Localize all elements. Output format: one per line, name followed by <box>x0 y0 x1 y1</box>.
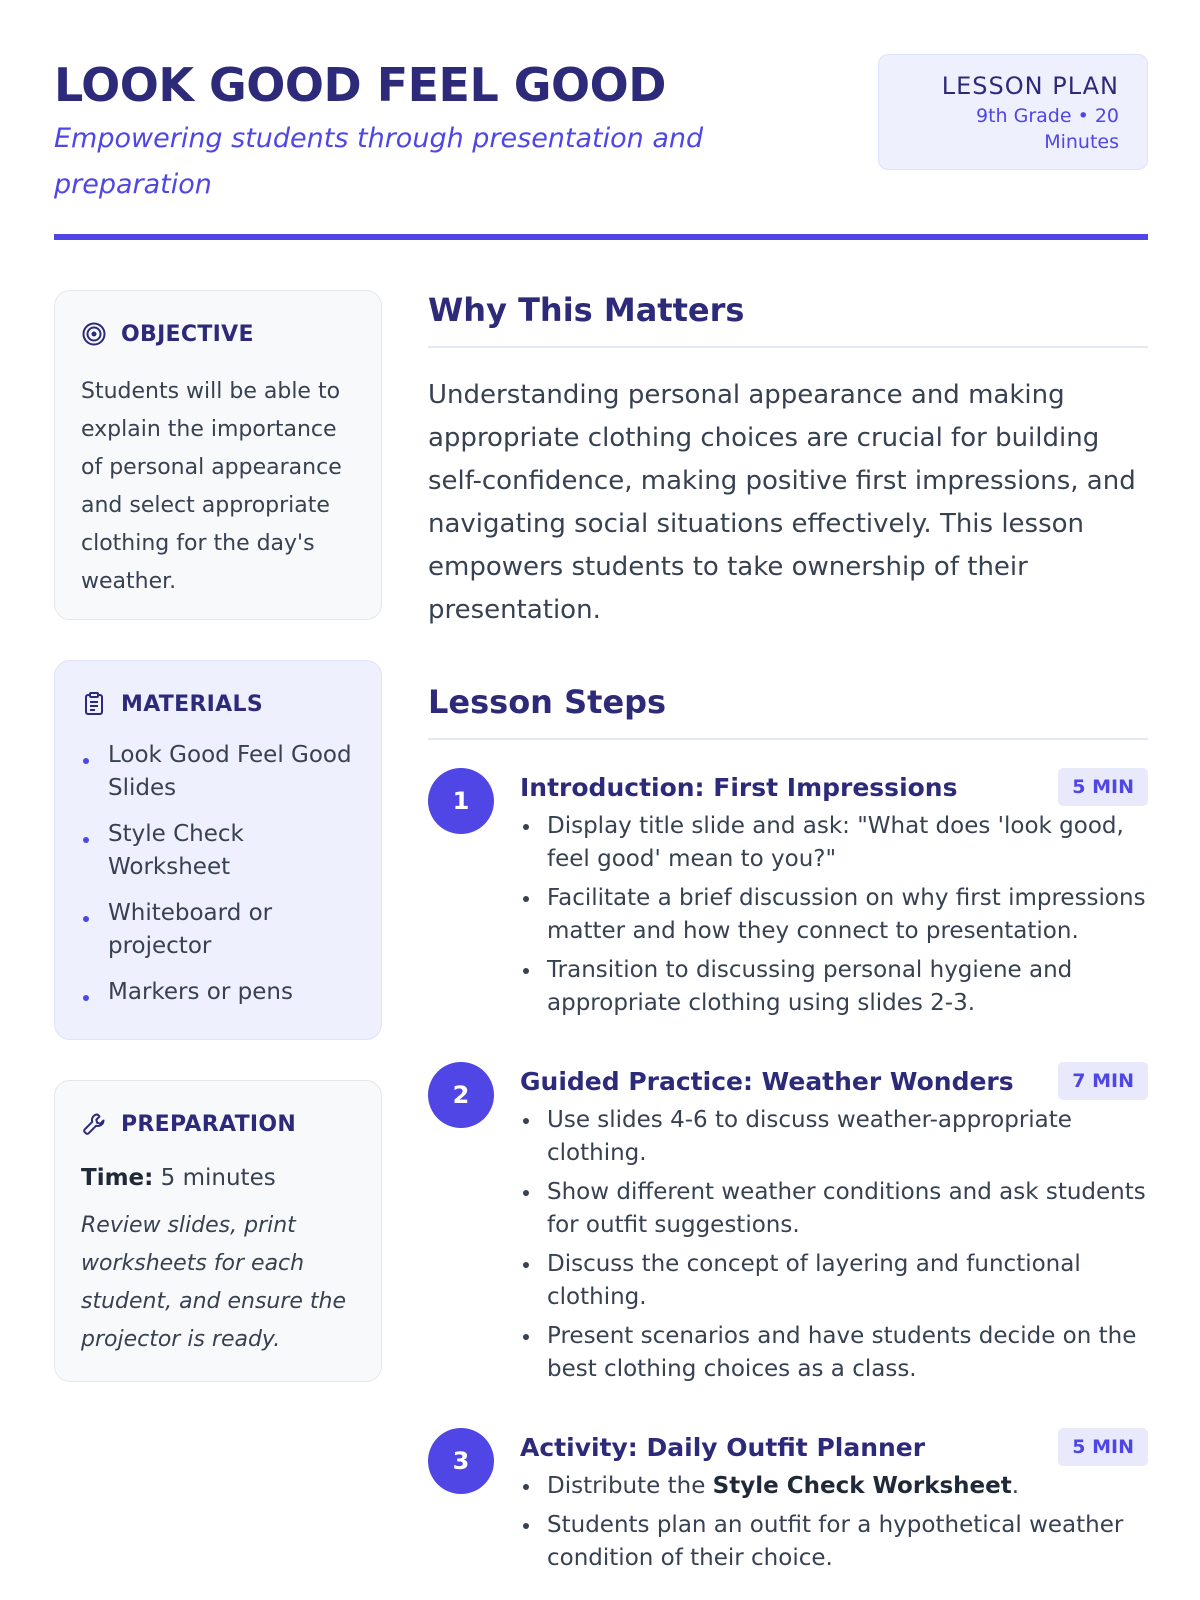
list-item: Look Good Feel Good Slides <box>81 739 355 805</box>
list-item: Markers or pens <box>81 976 355 1009</box>
materials-header <box>81 689 355 719</box>
bullet-text: Distribute the <box>547 1473 713 1499</box>
list-item: Facilitate a brief discussion on why first impressions matter and how they connect to presentation. <box>520 882 1148 948</box>
section-divider <box>428 346 1148 348</box>
step-bullets <box>520 810 1148 1020</box>
page-subtitle: Empowering students through presentation and preparation <box>54 123 704 200</box>
list-item: Style Check Worksheet <box>81 818 355 884</box>
step-body <box>520 768 1148 1026</box>
step-bullets <box>520 1104 1148 1386</box>
why-title: Why This Matters <box>428 291 745 329</box>
step-body <box>520 1062 1148 1392</box>
header <box>54 52 1148 242</box>
objective-header <box>81 319 355 349</box>
preparation-note: Review slides, print worksheets for each student, and ensure the projector is ready. <box>81 1213 347 1352</box>
wrench-icon <box>81 1111 107 1137</box>
step-title: Guided Practice: Weather Wonders <box>520 1067 1014 1096</box>
preparation-header <box>81 1109 355 1139</box>
list-item: Transition to discussing personal hygiene and appropriate clothing using slides 2-3. <box>520 954 1148 1020</box>
materials-list <box>81 739 355 1009</box>
step-title: Introduction: First Impressions <box>520 773 958 802</box>
time-label: Time: <box>81 1165 154 1191</box>
preparation-card <box>54 1080 382 1382</box>
lesson-plan-badge <box>878 54 1148 170</box>
list-item: Whiteboard or projector <box>81 897 355 963</box>
badge-title: LESSON PLAN <box>941 72 1119 100</box>
main-content <box>428 290 1148 1571</box>
section-divider <box>428 738 1148 740</box>
steps-title: Lesson Steps <box>428 683 667 721</box>
list-item: Discuss the concept of layering and functional clothing. <box>520 1248 1148 1314</box>
list-item: Use slides 4-6 to discuss weather-appropriate clothing. <box>520 1104 1148 1170</box>
step-number: 1 <box>428 768 494 834</box>
clipboard-icon <box>81 691 107 717</box>
list-item <box>520 1470 1148 1503</box>
step-title: Activity: Daily Outfit Planner <box>520 1433 926 1462</box>
bullet-text: . <box>1011 1473 1020 1499</box>
list-item: Display title slide and ask: "What does 'look good, feel good' mean to you?" <box>520 810 1148 876</box>
time-value: 5 minutes <box>160 1165 276 1191</box>
why-text: Understanding personal appearance and making appropriate clothing choices are crucial for building self-confidence, making positive first impressions, and navigating social situations effectively. This lesson empowers students to take ownership of their presentation. <box>428 380 1136 625</box>
duration-badge: 5 MIN <box>1058 1428 1148 1466</box>
worksheet-name: Style Check Worksheet <box>712 1473 1012 1499</box>
list-item: Show different weather conditions and ask students for outfit suggestions. <box>520 1176 1148 1242</box>
step-body <box>520 1428 1148 1581</box>
materials-card <box>54 660 382 1040</box>
badge-meta: 9th Grade • 20 Minutes <box>975 105 1119 153</box>
objective-text: Students will be able to explain the importance of personal appearance and select appropriate clothing for the day's weather. <box>81 379 342 594</box>
step-bullets <box>520 1470 1148 1575</box>
duration-badge: 7 MIN <box>1058 1062 1148 1100</box>
objective-card <box>54 290 382 620</box>
list-item: Students plan an outfit for a hypothetical weather condition of their choice. <box>520 1509 1148 1575</box>
list-item: Present scenarios and have students decide on the best clothing choices as a class. <box>520 1320 1148 1386</box>
header-divider <box>54 234 1148 240</box>
preparation-title: PREPARATION <box>121 1111 297 1137</box>
materials-title: MATERIALS <box>121 691 263 717</box>
page-title: LOOK GOOD FEEL GOOD <box>54 58 666 112</box>
lesson-plan-page <box>54 0 1148 1600</box>
objective-title: OBJECTIVE <box>121 321 254 347</box>
lesson-steps <box>428 682 1148 1571</box>
preparation-time <box>81 1161 355 1195</box>
step-number: 2 <box>428 1062 494 1128</box>
step-number: 3 <box>428 1428 494 1494</box>
duration-badge: 5 MIN <box>1058 768 1148 806</box>
target-icon <box>81 321 107 347</box>
